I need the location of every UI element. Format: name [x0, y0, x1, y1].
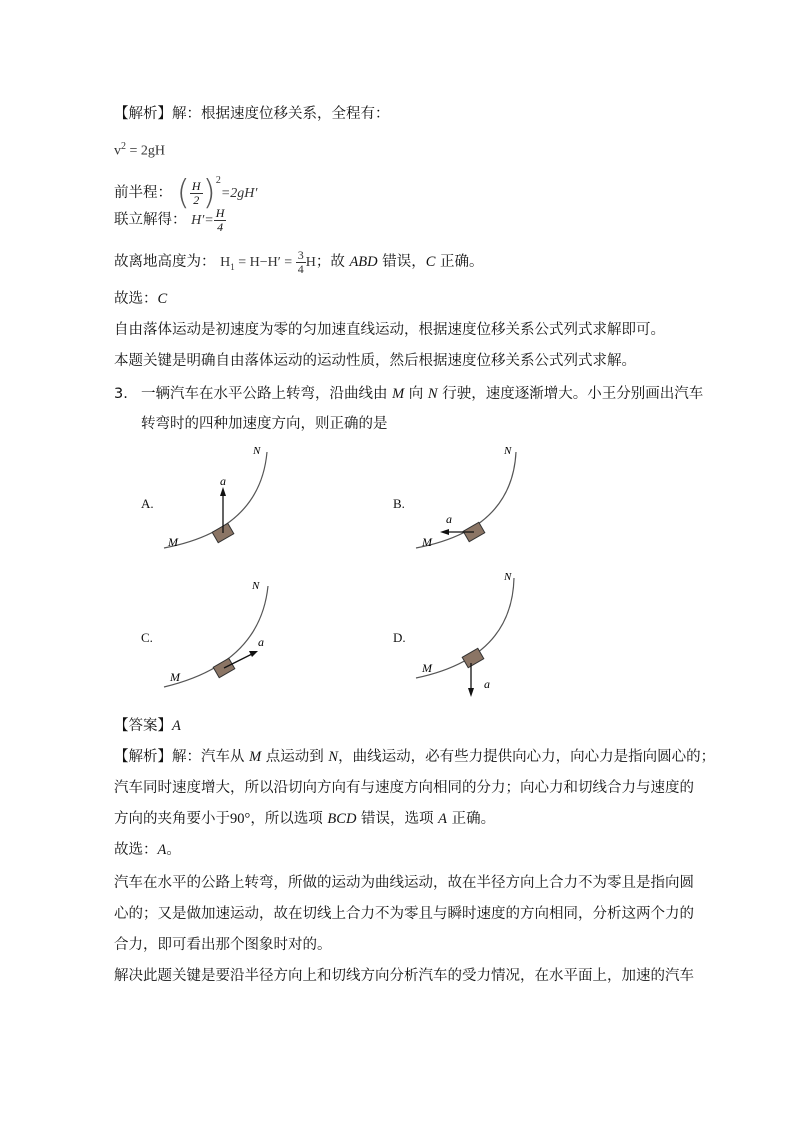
option-d-a-label: a — [484, 677, 490, 691]
analysis-3-p1: 汽车在水平的公路上转弯，所做的运动为曲线运动，故在半径方向上合力不为零且是指向圆 — [114, 875, 694, 891]
option-a-a-label: a — [220, 474, 226, 488]
choice-label: 故选： — [114, 291, 158, 307]
fraction-h-over-4: $\frac{H}{4}$ — [215, 205, 225, 234]
point-m: M — [392, 386, 405, 402]
option-b-label: B. — [393, 496, 405, 511]
eq-rhs: =2gH′ — [220, 186, 258, 201]
option-a-n-label: N — [253, 445, 261, 457]
question-text-a: 一辆汽车在水平公路上转弯，沿曲线由 — [141, 386, 393, 402]
eq-tail: ；故 — [315, 254, 350, 270]
option-a: A — [438, 811, 447, 827]
analysis-3-p3: 合力，即可看出那个图象时对的。 — [114, 937, 332, 953]
answer-tag: 【答案】 — [114, 718, 172, 734]
option-a-diagram — [160, 440, 280, 555]
eq-subscript: 1 — [230, 261, 235, 272]
question-text-c: 行驶，速度逐渐增大。小王分别画出汽车 — [437, 386, 704, 402]
option-d-n-label: N — [504, 571, 512, 583]
eq-label: 联立解得： — [114, 212, 187, 228]
eq-exponent: 2 — [121, 141, 126, 152]
left-paren: ( — [176, 173, 190, 213]
option-b-a-label: a — [446, 512, 452, 526]
answer-value: A — [172, 718, 181, 734]
eq-exponent: 2 — [215, 175, 221, 186]
option-c-a-label: a — [258, 635, 264, 649]
comment-2: 本题关键是明确自由落体运动的运动性质，然后根据速度位移关系公式列式求解。 — [114, 353, 636, 369]
analysis-3-line2: 汽车同时速度增大，所以沿切向方向有与速度方向相同的分力；向心力和切线合力与速度的 — [114, 780, 694, 796]
analysis-3-p4: 解决此题关键是要沿半径方向上和切线方向分析汽车的受力情况，在水平面上，加速的汽车 — [114, 968, 694, 984]
question-text-b: 向 — [404, 386, 428, 402]
equation-height — [114, 245, 484, 279]
option-d-label: D. — [393, 630, 406, 645]
text: 错误，选项 — [356, 811, 439, 827]
analysis-1-intro — [114, 104, 390, 124]
choice-value: A — [157, 842, 167, 858]
eq-h: H — [305, 255, 316, 270]
analysis-tag: 【解析】 — [114, 106, 172, 122]
analysis-3-line1 — [114, 747, 715, 767]
question-number: 3. — [114, 386, 128, 402]
equation-first-half — [114, 164, 258, 213]
equation-solve — [114, 204, 226, 236]
option-bcd: BCD — [327, 811, 357, 827]
eq-lhs: H′= — [191, 213, 214, 228]
comment-1: 自由落体运动是初速度为零的匀加速直线运动，根据速度位移关系公式列式求解即可。 — [114, 322, 665, 338]
option-c-m-label: M — [170, 670, 180, 684]
text: 解：汽车从 — [172, 749, 250, 765]
text: 。 — [166, 842, 181, 858]
text: 点运动到 — [261, 749, 329, 765]
option-b-m-label: M — [422, 535, 432, 549]
choice-label: 故选： — [114, 842, 158, 858]
option-abd: ABD — [349, 254, 378, 270]
option-c: C — [425, 254, 436, 270]
option-a-label: A. — [141, 496, 154, 511]
option-c-label: C. — [141, 630, 153, 645]
fraction-3-over-4: $\frac{3}{4}$ — [297, 247, 304, 276]
right-text: 正确。 — [435, 254, 484, 270]
right-paren: ) — [202, 173, 216, 213]
text: ，曲线运动，必有些力提供向心力，向心力是指向圆心的； — [338, 749, 716, 765]
choice-1 — [114, 289, 167, 309]
eq-h1: H — [220, 255, 231, 270]
analysis-3-p2: 心的；又是做加速运动，故在切线上合力不为零且与瞬时速度的方向相同，分析这两个力的 — [114, 906, 694, 922]
analysis-tag: 【解析】 — [114, 749, 172, 765]
text: 正确。 — [447, 811, 496, 827]
eq-rhs: = 2gH — [126, 143, 166, 159]
text: 方向的夹角要小于 — [114, 811, 230, 827]
option-d-diagram — [412, 566, 532, 706]
analysis-intro-text: 解：根据速度位移关系，全程有： — [172, 106, 390, 122]
angle-value: 90° — [230, 811, 251, 827]
point-n: N — [427, 386, 438, 402]
option-d-m-label: M — [422, 661, 432, 675]
question-text-line1 — [141, 384, 703, 404]
eq-mid: = H−H′ = — [234, 255, 296, 270]
choice-3 — [114, 840, 181, 860]
option-b-diagram — [412, 440, 532, 555]
text: ，所以选项 — [250, 811, 328, 827]
equation-full-course — [114, 137, 165, 162]
wrong-text: 错误， — [377, 254, 426, 270]
answer-line — [114, 716, 181, 736]
eq-label: 前半程： — [114, 185, 172, 201]
point-n: N — [328, 749, 339, 765]
option-a-m-label: M — [168, 535, 178, 549]
point-m: M — [249, 749, 262, 765]
analysis-3-line3 — [114, 809, 495, 829]
question-text-line2: 转弯时的四种加速度方向，则正确的是 — [141, 416, 388, 432]
eq-v: v — [114, 143, 121, 159]
option-c-n-label: N — [252, 580, 260, 592]
fraction-h-over-2: $\frac{H}{2}$ — [191, 178, 201, 207]
option-c-diagram — [160, 574, 280, 689]
eq-label: 故离地高度为： — [114, 254, 216, 270]
option-b-n-label: N — [504, 445, 512, 457]
choice-value: C — [157, 291, 168, 307]
